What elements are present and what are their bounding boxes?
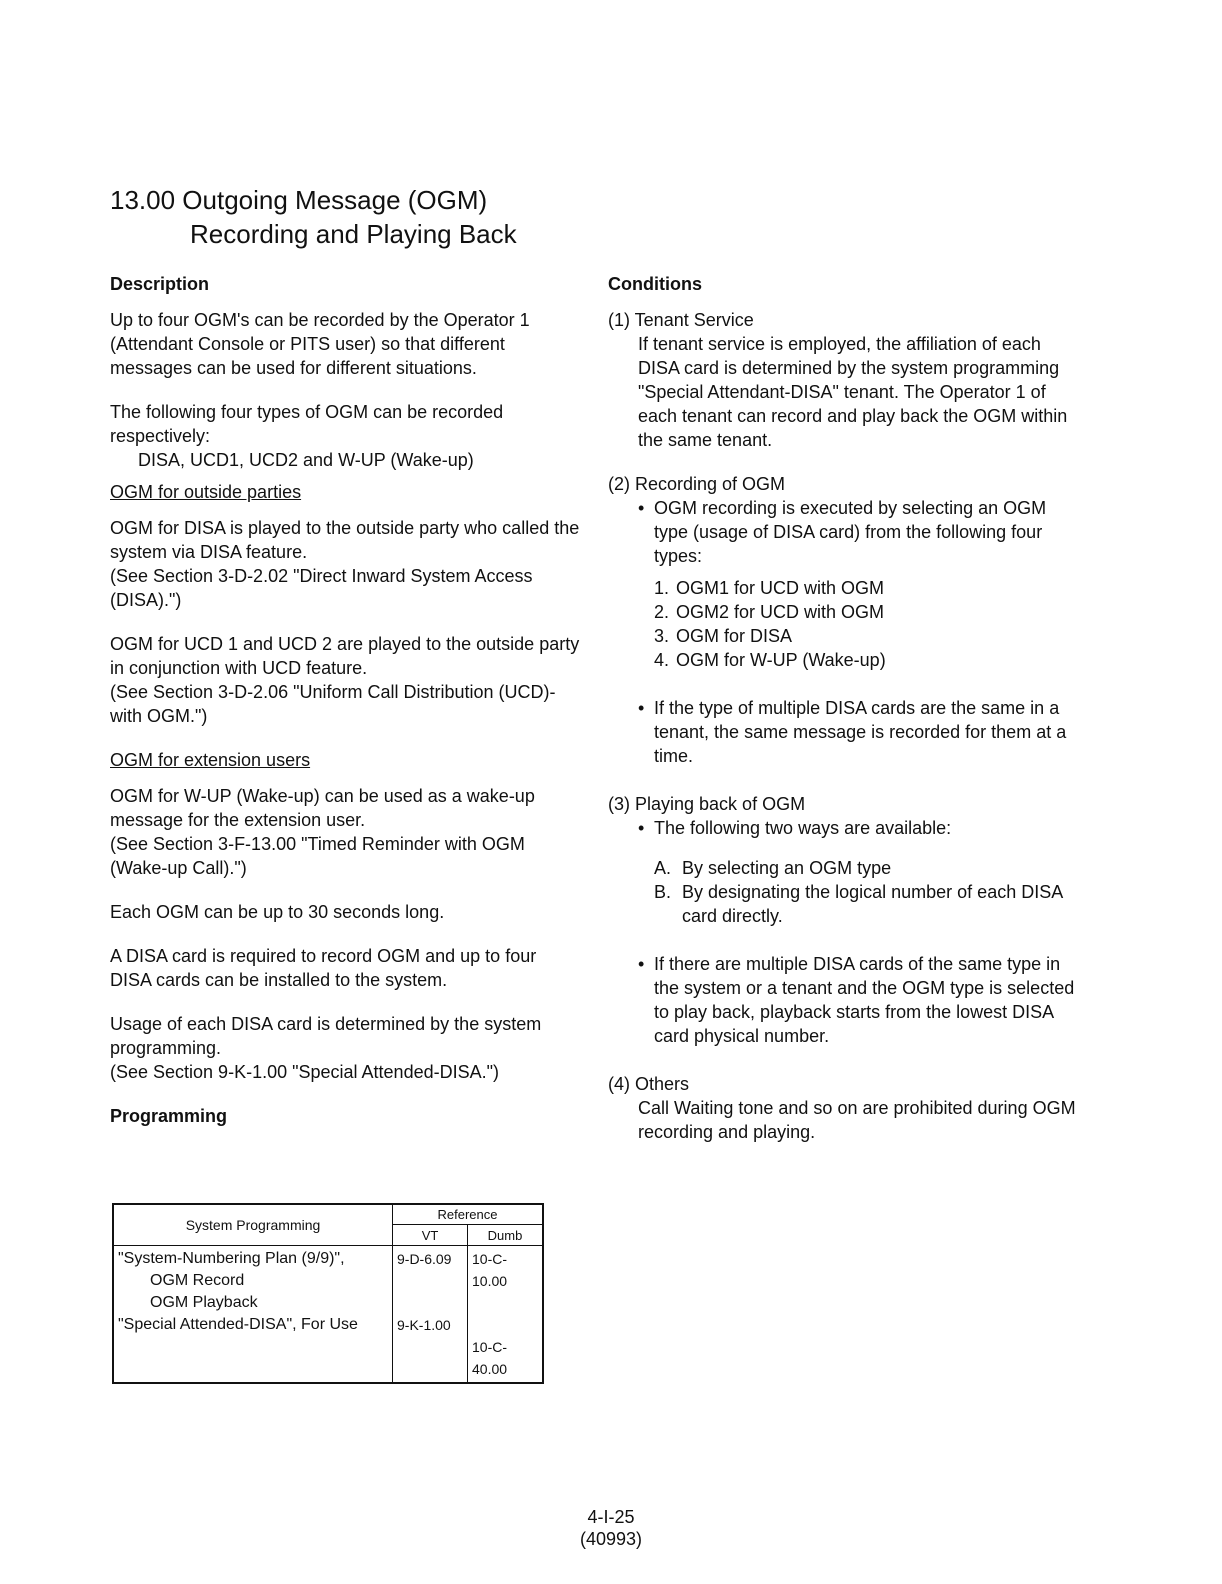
description-p5	[110, 784, 580, 880]
description-p8-text: Usage of each DISA card is determined by the system programming.	[110, 1014, 542, 1058]
description-p1: Up to four OGM's can be recorded by the Operator 1 (Attendant Console or PITS user) so that different messages can be used for different situations.	[110, 310, 530, 378]
condition-3-bullet-2: • If there are multiple DISA cards of the same type in the system or a tenant and the OGM type is selected to play back, playback starts from the lowest DISA card physical number.	[638, 952, 1078, 1048]
header-system-programming: System Programming	[113, 1204, 393, 1246]
description-p7: A DISA card is required to record OGM and up to four DISA cards can be installed to the system.	[110, 946, 537, 990]
dumb-cell	[468, 1246, 544, 1384]
condition-3-bullets-b	[608, 952, 1078, 1048]
list-item-num: 3.	[654, 626, 670, 646]
vt-cell	[393, 1246, 468, 1384]
row1-label-cell	[113, 1246, 393, 1384]
list-item-text: OGM1 for UCD with OGM	[676, 578, 885, 598]
header-vt: VT	[393, 1225, 468, 1246]
list-item-text: OGM for DISA	[676, 626, 793, 646]
row1-label: "System-Numbering Plan (9/9)",	[118, 1250, 345, 1267]
list-item-num: 4.	[654, 650, 670, 670]
row1-vt: 9-D-6.09	[397, 1251, 452, 1267]
description-p3-text: OGM for DISA is played to the outside party who called the system via DISA feature.	[110, 518, 580, 562]
list-item	[654, 600, 1078, 624]
list-item	[654, 624, 1078, 648]
condition-2-bullets-b	[608, 696, 1078, 768]
conditions-heading: Conditions	[608, 274, 702, 294]
document-code: (40993)	[579, 1529, 643, 1549]
condition-3-title: (3) Playing back of OGM	[608, 794, 806, 814]
description-p2: The following four types of OGM can be recorded respectively:	[110, 402, 504, 446]
row2-dumb: 10-C-40.00	[472, 1339, 508, 1377]
method-a	[654, 856, 1078, 880]
description-heading: Description	[110, 274, 210, 294]
row1-sub1: OGM Record	[150, 1272, 245, 1289]
header-dumb: Dumb	[468, 1225, 544, 1246]
list-item	[654, 648, 1078, 672]
description-p4-text: OGM for UCD 1 and UCD 2 are played to the outside party in conjunction with UCD feature.	[110, 634, 580, 678]
condition-2-bullets	[608, 496, 1078, 568]
list-item-num: 2.	[654, 602, 670, 622]
list-item-text: OGM for W-UP (Wake-up)	[676, 650, 886, 670]
ogm-type-list	[608, 576, 1078, 672]
extension-users-heading: OGM for extension users	[110, 750, 311, 770]
left-column	[110, 272, 580, 1140]
condition-1-body: If tenant service is employed, the affiliation of each DISA card is determined by the system programming "Special Attendant-DISA" tenant. The Operator 1 of each tenant can record and play back the OGM within the same tenant.	[638, 334, 1068, 450]
description-p3-ref: (See Section 3-D-2.02 "Direct Inward System Access (DISA).")	[110, 566, 533, 610]
method-b	[654, 880, 1078, 928]
outside-parties-heading: OGM for outside parties	[110, 482, 302, 502]
table-row	[113, 1246, 543, 1384]
condition-2-bullet-1: • OGM recording is executed by selecting an OGM type (usage of DISA card) from the following four types:	[638, 496, 1078, 568]
row1-sub2: OGM Playback	[150, 1294, 258, 1311]
condition-3-bullets	[608, 816, 1078, 840]
list-item-num: 1.	[654, 578, 670, 598]
programming-table	[112, 1203, 544, 1384]
condition-4-title: (4) Others	[608, 1074, 690, 1094]
programming-heading: Programming	[110, 1106, 228, 1126]
description-p5-ref: (See Section 3-F-13.00 "Timed Reminder with OGM (Wake-up Call).")	[110, 834, 525, 878]
description-p8	[110, 1012, 580, 1084]
method-a-key: A.	[654, 858, 672, 878]
condition-2-bullet-2: • If the type of multiple DISA cards are the same in a tenant, the same message is recorded for them at a time.	[638, 696, 1078, 768]
list-item-text: OGM2 for UCD with OGM	[676, 602, 885, 622]
method-b-text: By designating the logical number of each DISA card directly.	[682, 882, 1063, 926]
page-number: 4-I-25	[587, 1507, 635, 1527]
method-b-key: B.	[654, 882, 672, 902]
list-item	[654, 576, 1078, 600]
condition-4-body: Call Waiting tone and so on are prohibited during OGM recording and playing.	[638, 1098, 1076, 1142]
title-line-1: 13.00 Outgoing Message (OGM)	[110, 185, 488, 215]
condition-1-title: (1) Tenant Service	[608, 310, 754, 330]
page-title	[110, 183, 517, 251]
description-p4-ref: (See Section 3-D-2.06 "Uniform Call Distribution (UCD)-with OGM.")	[110, 682, 556, 726]
description-p8-ref: (See Section 9-K-1.00 "Special Attended-DISA.")	[110, 1062, 499, 1082]
page-footer	[0, 1506, 1222, 1550]
title-line-2: Recording and Playing Back	[190, 219, 517, 249]
description-p2-list: DISA, UCD1, UCD2 and W-UP (Wake-up)	[138, 450, 474, 470]
condition-3-bullet-1: • The following two ways are available:	[638, 816, 1078, 840]
playback-methods	[608, 856, 1078, 928]
description-p6: Each OGM can be up to 30 seconds long.	[110, 902, 445, 922]
row1-dumb: 10-C-10.00	[472, 1251, 508, 1289]
description-p3	[110, 516, 580, 612]
condition-2-title: (2) Recording of OGM	[608, 474, 786, 494]
right-column	[608, 272, 1078, 1164]
row2-label: "Special Attended-DISA", For Use	[118, 1316, 358, 1333]
description-p5-text: OGM for W-UP (Wake-up) can be used as a wake-up message for the extension user.	[110, 786, 535, 830]
table-header-row	[113, 1204, 543, 1225]
method-a-text: By selecting an OGM type	[682, 858, 892, 878]
row2-vt: 9-K-1.00	[397, 1317, 451, 1333]
description-p4	[110, 632, 580, 728]
header-reference: Reference	[393, 1204, 544, 1225]
